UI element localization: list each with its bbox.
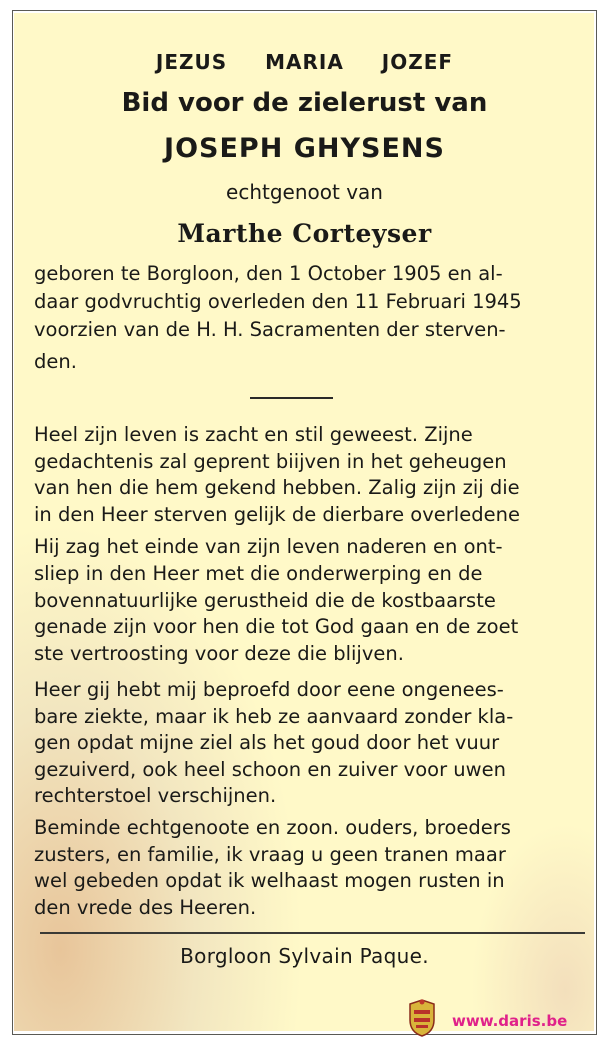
section-divider (250, 397, 333, 399)
spouse-label: echtgenoot van (226, 180, 383, 204)
deceased-name: JOSEPH GHYSENS (164, 133, 445, 164)
verse-line: den vrede des Heeren. (34, 896, 257, 919)
verse-line: bare ziekte, maar ik heb ze aanvaard zonder kla- (34, 705, 514, 728)
verse-line: gedachtenis zal geprent biijven in het geheugen (34, 450, 507, 473)
verse-line: wel gebeden opdat ik welhaast mogen rusten in (34, 869, 505, 892)
bio-line: geboren te Borgloon, den 1 October 1905 en al- (34, 262, 503, 285)
coat-of-arms-icon (406, 998, 438, 1038)
verse-line: sliep in den Heer met die onderwerping en de (34, 562, 483, 585)
verse-line: bovennatuurlijke gerustheid die de kostbaarste (34, 589, 496, 612)
bio-line: voorzien van de H. H. Sacramenten der sterven- (34, 318, 506, 341)
verse-line: in den Heer sterven gelijk de dierbare overledene (34, 503, 520, 526)
verse-line: ste vertroosting voor deze die blijven. (34, 642, 404, 665)
verse-line: gezuiverd, ook heel schoon en zuiver voor uwen (34, 758, 506, 781)
verse-line: Beminde echtgenoote en zoon. ouders, broeders (34, 816, 511, 839)
header-invocation: JEZUS MARIA JOZEF (155, 50, 454, 74)
verse-line: zusters, en familie, ik vraag u geen tranen maar (34, 843, 506, 866)
bio-line: daar godvruchtig overleden den 11 Februari 1945 (34, 290, 522, 313)
printer-imprint: Borgloon Sylvain Paque. (180, 944, 429, 968)
verse-line: rechterstoel verschijnen. (34, 784, 277, 807)
verse-line: Hij zag het einde van zijn leven naderen en ont- (34, 535, 503, 558)
verse-line: Heel zijn leven is zacht en stil geweest. Zijne (34, 423, 473, 446)
spouse-name: Marthe Corteyser (177, 219, 432, 248)
verse-line: Heer gij hebt mij beproefd door eene ongenees- (34, 678, 504, 701)
card-title: Bid voor de zielerust van (121, 88, 488, 118)
bio-line: den. (34, 350, 77, 373)
verse-line: genade zijn voor hen die tot God gaan en de zoet (34, 615, 519, 638)
site-watermark: www.daris.be (452, 1012, 568, 1030)
verse-line: van hen die hem gekend hebben. Zalig zijn zij die (34, 476, 520, 499)
verse-line: gen opdat mijne ziel als het goud door het vuur (34, 731, 500, 754)
footer-rule (40, 932, 585, 934)
